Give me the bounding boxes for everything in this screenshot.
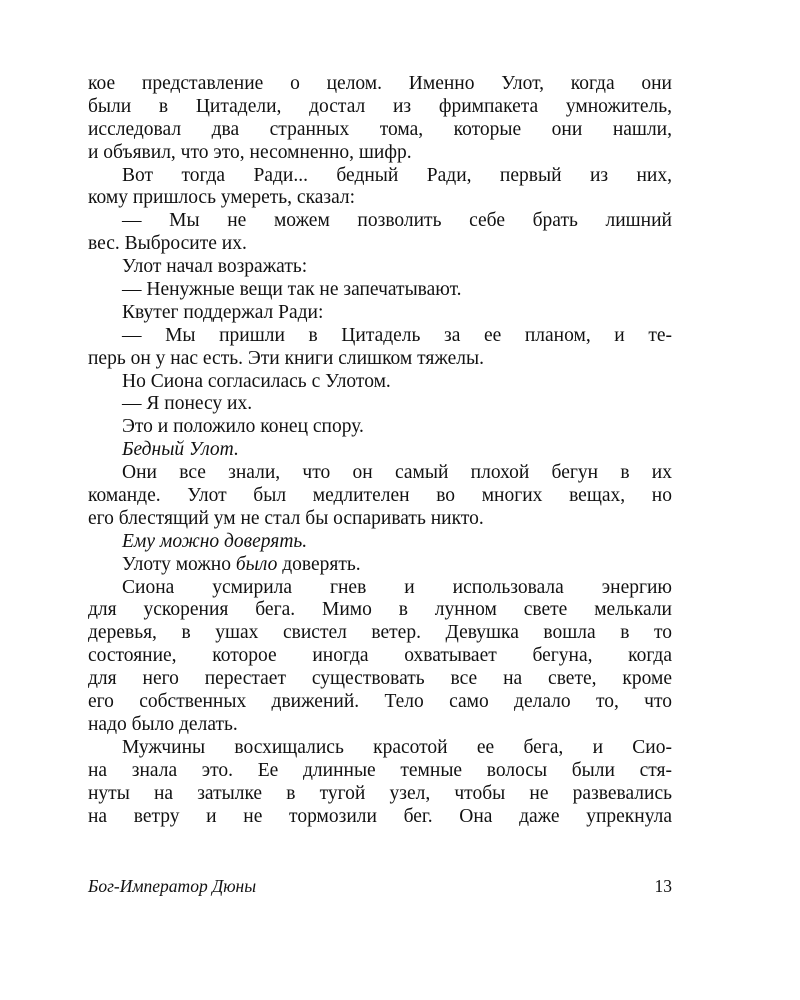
text-span-italic: было — [235, 553, 278, 575]
text-line: перь он у нас есть. Эти книги слишком тяжелы. — [88, 347, 484, 369]
text-line: Бедный Улот. — [122, 439, 239, 461]
text-line: для него перестает существовать все на свете, кроме — [88, 668, 672, 690]
text-span: доверять. — [277, 553, 361, 575]
text-line: состояние, которое иногда охватывает бегуна, когда — [88, 645, 672, 667]
text-line: — Мы пришли в Цитадель за ее планом, и те- — [122, 324, 672, 346]
text-line: Они все знали, что он самый плохой бегун в их — [122, 462, 672, 484]
text-line: — Ненужные вещи так не запечатывают. — [122, 279, 462, 301]
text-line: кому пришлось умереть, сказал: — [88, 187, 356, 209]
text-line: кое представление о целом. Именно Улот, когда они — [88, 73, 672, 94]
text-line: Сиона усмирила гнев и использовала энергию — [122, 576, 672, 598]
page-footer — [88, 874, 672, 898]
text-line: для ускорения бега. Мимо в лунном свете мелькали — [88, 599, 672, 621]
text-line: исследовал два странных тома, которые они нашли, — [88, 118, 672, 140]
text-line: Вот тогда Ради... бедный Ради, первый из них, — [122, 164, 672, 186]
text-line: нуты на затылке в тугой узел, чтобы не развевались — [88, 782, 672, 804]
text-line: команде. Улот был медлителен во многих вещах, но — [88, 485, 672, 507]
page-number: 13 — [654, 876, 672, 896]
text-line: были в Цитадели, достал из фримпакета умножитель, — [88, 95, 672, 117]
text-line: его блестящий ум не стал бы оспаривать никто. — [88, 507, 484, 529]
text-line: — Мы не можем позволить себе брать лишний — [122, 210, 672, 232]
text-span: Улоту можно — [122, 553, 236, 575]
text-line: Ему можно доверять. — [122, 530, 308, 552]
text-line: Улот начал возражать: — [122, 256, 308, 278]
text-line: Мужчины восхищались красотой ее бега, и Сио- — [122, 736, 672, 758]
text-line: его собственных движений. Тело само делало то, что — [88, 691, 672, 713]
text-line: на знала это. Ее длинные темные волосы были стя- — [88, 759, 672, 781]
text-line: деревья, в ушах свистел ветер. Девушка вошла в то — [88, 622, 672, 644]
text-line — [88, 554, 672, 577]
text-line: Это и положило конец спору. — [122, 416, 364, 438]
text-line: надо было делать. — [88, 713, 238, 735]
text-line: Но Сиона согласилась с Улотом. — [122, 370, 391, 392]
text-line: и объявил, что это, несомненно, шифр. — [88, 141, 412, 163]
page-text — [88, 73, 672, 828]
text-line: вес. Выбросите их. — [88, 233, 247, 255]
running-footer-title: Бог-Император Дюны — [88, 876, 257, 896]
text-line: — Я понесу их. — [122, 393, 253, 415]
text-line: Квутег поддержал Ради: — [122, 301, 324, 323]
text-line: на ветру и не тормозили бег. Она даже упрекнула — [88, 805, 672, 827]
